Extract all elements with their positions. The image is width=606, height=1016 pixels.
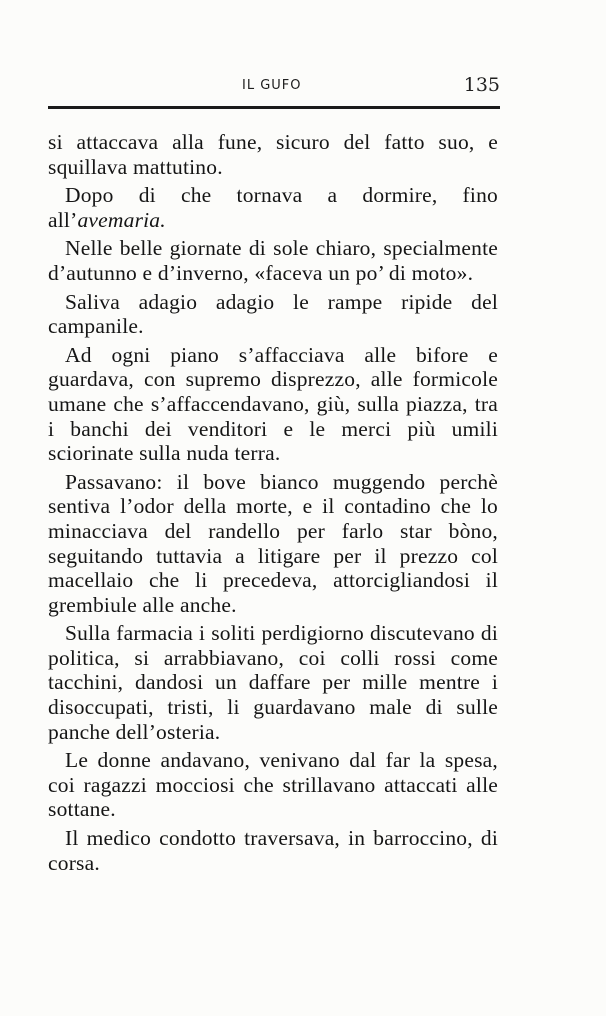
paragraph-4: Saliva adagio adagio le rampe ripide del campanile. [48, 289, 498, 339]
paragraph-6: Passavano: il bove bianco muggendo perchè sentiva l’odor della morte, e il contadino che lo minacciava del randello per farlo star bòno, seguitando tuttavia a litigare per il prezzo col macellaio che li precedeva, attorcigliandosi il grembiule alle anche. [48, 469, 498, 617]
paragraph-8: Le donne andavano, venivano dal far la spesa, coi ragazzi mocciosi che strillavano attaccati alle sottane. [48, 748, 498, 822]
paragraph-7: Sulla farmacia i soliti perdigiorno discutevano di politica, si arrabbiavano, coi colli rossi come tacchini, dandosi un daffare per mille mentre i disoccupati, tristi, li guardavano male di sulle panche dell’osteria. [48, 621, 498, 744]
paragraph-5: Ad ogni piano s’affacciava alle bifore e guardava, con supremo disprezzo, alle formicole umane che s’affaccendavano, giù, sulla piazza, tra i banchi dei venditori e le merci più umili sciorinate sulla nuda terra. [48, 342, 498, 466]
paragraph-1: si attaccava alla fune, sicuro del fatto suo, e squillava mattutino. [48, 130, 498, 179]
page-number: 135 [463, 74, 500, 96]
paragraph-2 [48, 183, 498, 232]
paragraph-3: Nelle belle giornate di sole chiaro, specialmente d’autunno e d’inverno, «faceva un po’ di moto». [48, 236, 498, 285]
paragraph-2-italic: avemaria. [77, 207, 166, 232]
body-text [48, 130, 498, 879]
running-header [48, 74, 500, 100]
paragraph-9: Il medico condotto traversava, in barroccino, di corsa. [48, 826, 498, 875]
running-title: IL GUFO [242, 78, 302, 93]
header-rule [48, 106, 500, 109]
paragraph-2-text: Dopo di che tornava a dormire, fino all’ [48, 183, 498, 232]
